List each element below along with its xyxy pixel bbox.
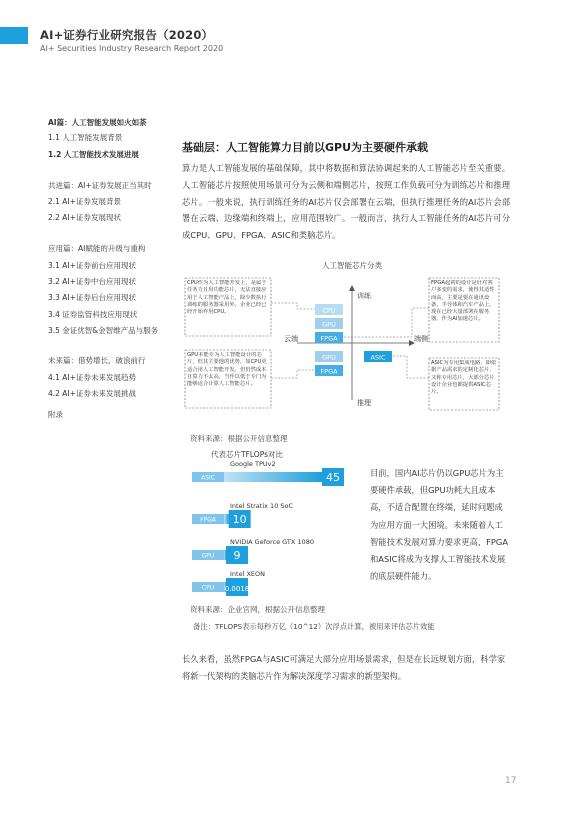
fpga-desc-text: FPGA起初的设计是针对客户多变的需求，使得其适性而高，主要是要在通讯设备、半导体和汽车产品上，现在已经大量部署在服务器，作为AI加速芯片。 (431, 280, 495, 323)
tflops-bar-chart (182, 448, 357, 598)
chip-classification-diagram (182, 258, 512, 423)
chart-bar (224, 550, 226, 560)
chart-chip-name: Google TPUv2 (230, 460, 276, 468)
toc-item[interactable]: 3.2 AI+证券中台应用现状 (48, 277, 136, 286)
gpu-desc-text: GPU本能专为人工智能设计的芯片，但其主要他的优势，如CPU更适合用人工智能开发，但仍然成本且算力不太高，当作以低于专门为能够适合计算人工智能芯片。 (187, 352, 267, 388)
report-subtitle: AI+ Securities Industry Research Report 2020 (40, 44, 224, 53)
chart-bar (224, 472, 322, 482)
diagram-title: 人工智能芯片分类 (322, 261, 382, 270)
chip-gpu-badge-infer (315, 351, 343, 362)
section-title: 基础层：人工智能算力目前以GPU为主要硬件承载 (182, 141, 429, 154)
chart-value-label: 0.0018 (224, 585, 250, 593)
toc-item[interactable]: 1.1 人工智能发展背景 (48, 133, 123, 142)
chart-chip-name: Intel XEON (230, 570, 265, 578)
svg-text:GPU: GPU (322, 320, 336, 329)
diagram-source: 资料来源：根据公开信息整理 (190, 434, 288, 443)
toc-item[interactable]: 4.2 AI+证券未来发展挑战 (48, 389, 136, 398)
chip-asic-badge (364, 351, 392, 362)
chart-value-label: 10 (232, 513, 247, 526)
header-accent-bar (0, 27, 28, 44)
toc-item[interactable]: AI篇：人工智能发展如火如荼 (48, 118, 147, 127)
chart-category-label: ASIC (201, 474, 215, 482)
intro-paragraph: 算力是人工智能发展的基础保障，其中将数据和算法协调起来的人工智能芯片至关重要。人工智能芯片按照使用场景可分为云侧和端侧芯片，按照工作负载可分为训练芯片和推理芯片。一般来说，执行训练任务的AI芯片仅会部署在云端，但执行推理任务的AI芯片会部署在云端、边缘端和终端上，应用范围较广。一般而言，执行人工智能任务的AI芯片可分成CPU、GPU、FPGA、ASIC和类脑芯片。 (182, 163, 510, 241)
cpu-desc-text: CPU作为人工智能开发上，是属于任务力且用功能芯片，无法直接应用于人工智能产品上，除少数执行训练的服务器采用外，企业已经已经开始弃用CPU。 (187, 280, 267, 316)
chart-title: 代表芯片TFLOPs对比 (210, 450, 284, 459)
chip-fpga-badge-train (315, 332, 343, 343)
toc-item[interactable]: 3.5 金证优智&金智维产品与服务 (48, 326, 159, 335)
toc-item[interactable]: 3.3 AI+证券后台应用现状 (48, 293, 136, 302)
closing-paragraph: 长久来看，虽然FPGA与ASIC可满足大部分应用场景需求，但是在长远规划方面，科学家将新一代架构的类脑芯片作为解决深度学习需求的新型架构。 (182, 654, 506, 681)
side-paragraph: 目前，国内AI芯片仍以GPU芯片为主要硬件承载，但GPU功耗大且成本高，不适合配置在终端，延时问题成为应用方面一大困境。未来随着人工智能技术发展对算力要求更高，FPGA和ASIC将成为支撑人工智能技术发展的底层硬件能力。 (370, 468, 509, 582)
chart-category-label: GPU (201, 552, 215, 560)
axis-edge-label: 端侧 (414, 335, 428, 343)
chip-gpu-badge-train (315, 318, 343, 329)
chart-value-label: 45 (326, 471, 340, 484)
toc-item[interactable]: 2.2 AI+证券发展现状 (48, 213, 121, 222)
chart-chip-name: NVIDIA Geforce GTX 1080 (230, 538, 314, 546)
page-number: 17 (505, 776, 517, 786)
axis-infer-label: 推理 (357, 399, 371, 407)
axis-train-label: 训练 (357, 292, 371, 300)
toc-item[interactable]: 未来篇：借势增长，破浪前行 (48, 356, 146, 365)
chart-chip-name: Intel Stratix 10 SoC (230, 502, 294, 510)
svg-text:ASIC: ASIC (370, 353, 386, 362)
axis-cloud-label: 云端 (284, 335, 298, 343)
chart-bar (224, 514, 229, 524)
toc-item[interactable]: 3.4 证券监管科技应用现状 (48, 310, 138, 319)
chart-category-label: FPGA (200, 516, 216, 524)
toc-item[interactable]: 1.2 人工智能技术发展进展 (48, 150, 139, 159)
svg-text:FPGA: FPGA (320, 334, 338, 343)
chart-source: 资料来源：企业官网，根据公开信息整理 (190, 605, 325, 614)
chart-category-label: CPU (201, 584, 215, 592)
chart-note: 备注：TFLOPS表示每秒万亿（10^12）次浮点计算，被用来评估芯片效能 (193, 622, 435, 631)
toc-item[interactable]: 2.1 AI+证券发展背景 (48, 197, 121, 206)
svg-text:CPU: CPU (322, 306, 336, 315)
asic-desc-text: ASIC为专用集成电路，即依据产品需求的定制化芯片，又称专用芯片，大部分芯片设计企业也都提供ASIC芯片。 (431, 360, 497, 396)
report-title: AI+证券行业研究报告（2020） (40, 28, 214, 42)
toc-item[interactable]: 应用篇：AI赋能的升级与重构 (48, 244, 146, 253)
svg-text:FPGA: FPGA (320, 367, 338, 376)
chip-fpga-badge-infer (315, 365, 343, 376)
chip-cpu-badge (315, 304, 343, 315)
toc-item[interactable]: 共进篇：AI+证券发展正当其时 (48, 181, 152, 190)
toc-item[interactable]: 4.1 AI+证券未来发展趋势 (48, 373, 136, 382)
toc-item[interactable]: 附录 (48, 410, 63, 419)
svg-text:GPU: GPU (322, 353, 336, 362)
toc-item[interactable]: 3.1 AI+证券前台应用现状 (48, 261, 136, 270)
chart-value-label: 9 (233, 549, 241, 562)
